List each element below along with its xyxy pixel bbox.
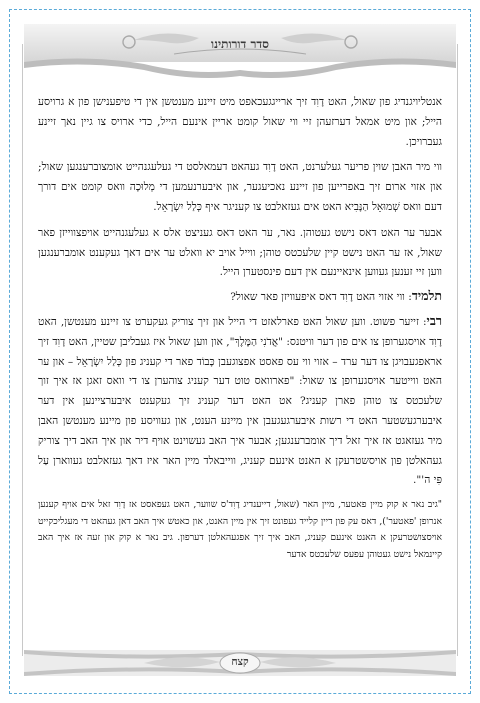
- header-ornament: [24, 24, 456, 86]
- speaker-label: רבי: [426, 312, 442, 328]
- main-text: [38, 93, 442, 649]
- page-number: קצח: [231, 656, 249, 668]
- speaker-label: תלמיד: [411, 288, 442, 304]
- dialogue-text: : זייער פשוט. ווען שאול האט פארלאזט די הייל און זיך צוריק געקערט צו זיינע מענטשן, האט דָוִד אויסגערופן צו אים פון דער וויטנס: "אֲדֹנִי הַמֶּלֶךְ", און ווען שאול איז געבליבן שטיין, האט דָוִד זיך אראפגעבויגן צו דער ערד – אזוי ווי עס פאסט אפצוגעבן כָּבוֹד פאר די קעניג פון כְּלַל יִשְׂרָאֵל – און ער האט ווייטער אויסגערופן צו שאול: "פארוואס טוט דער קעניג צוהערן צו די וואס זאגן אז איך זוך שלעכטס צו טוהן פארן קעניג? אט האט דער קעניג זיך געקענט איבערציינען אין דער איבערגעשטער האט די רשות איבערגעגעבן אין מיינע הענט, און געוויסע פון מיינע מענטשן האבן מיר געזאגט אז איך זאל דיך אומברענגען; אבער איך האב געשוינט אויף דיר און איך האב דיך צוריק געהאלטן פון אויסשטרעקן א האנט אינעם קעניג, ווייבאלד מיין האר איז דאך געזאלבט געווארן עַל פִּי ה'".: [38, 315, 442, 487]
- paragraph: אבער ער האט דאס נישט געטוהן. נאר, ער האט דאס געניצט אלס א געלעגנהייט אויפצווייזן פאר שאול, אז ער האט נישט קיין שלעכטס טוהן; ווייל אויב יא וואלט ער אים דאך געקענט אומברענגען ווען זיי זענען געווען אינאיינעם אין דעם פינסטערן הייל.: [38, 226, 442, 279]
- paragraph: ווי מיר האבן שוין פריער געלערנט, האט דָוִד געהאט דעמאלסט די געלעגנהייט אומצוברענגען שאול; און אזוי ארום זיך באפרייען פון זיינע נאכיעגער, און איבערנעמען די מְלוּכָה וואס קומט אים דורך דעם וואס שְׁמוּאֵל הַנָּבִיא האט אים געזאלבט צו קעניגר איף כְּלַל יִשְׂרָאֵל.: [38, 161, 442, 213]
- footnote: "גיב נאר א קוק מיין פאטער, מיין האר (שאול, דייענדיג דָוִד'ס שווער, האט געפאסט אז דָוִד זאל אים אויף קענען אנרופן 'פאטער'), דאס עק פון דיין קלייד געפונט זיך אין מיין האנט, און כאטש איך האב דאן געהאט די מעגליכקייט אויסצושטרעקן א האנט אינעם קעניג, האב איך זיך אפגעהאלטן דערפון. גיב נאר א קוק און זעה אז איך האב קיינמאל נישט געטוהן עפעס שלעכטס אדער: [38, 499, 442, 560]
- dialogue-line: [38, 311, 442, 491]
- dialogue-text: : ווי אזוי האט דָוִד דאס איפעוויזן פאר שאול?: [230, 291, 412, 304]
- paragraph: אנטליויגנדיג פון שאול, האט דָוִד זיך ארייגגעכאפט מיט זיינע מענטשן אין די טיפענישן פון א גרויסע הייל; און מיט אמאל דערזעהן זיי ווי שאול קומט אריין אינעם הייל, כדי ארויס צו גיין נאך זיינע געברויכן.: [38, 96, 442, 148]
- dialogue-line: [38, 286, 442, 308]
- footer-ornament: [24, 644, 456, 682]
- running-title: סדר דורותינו: [211, 37, 269, 51]
